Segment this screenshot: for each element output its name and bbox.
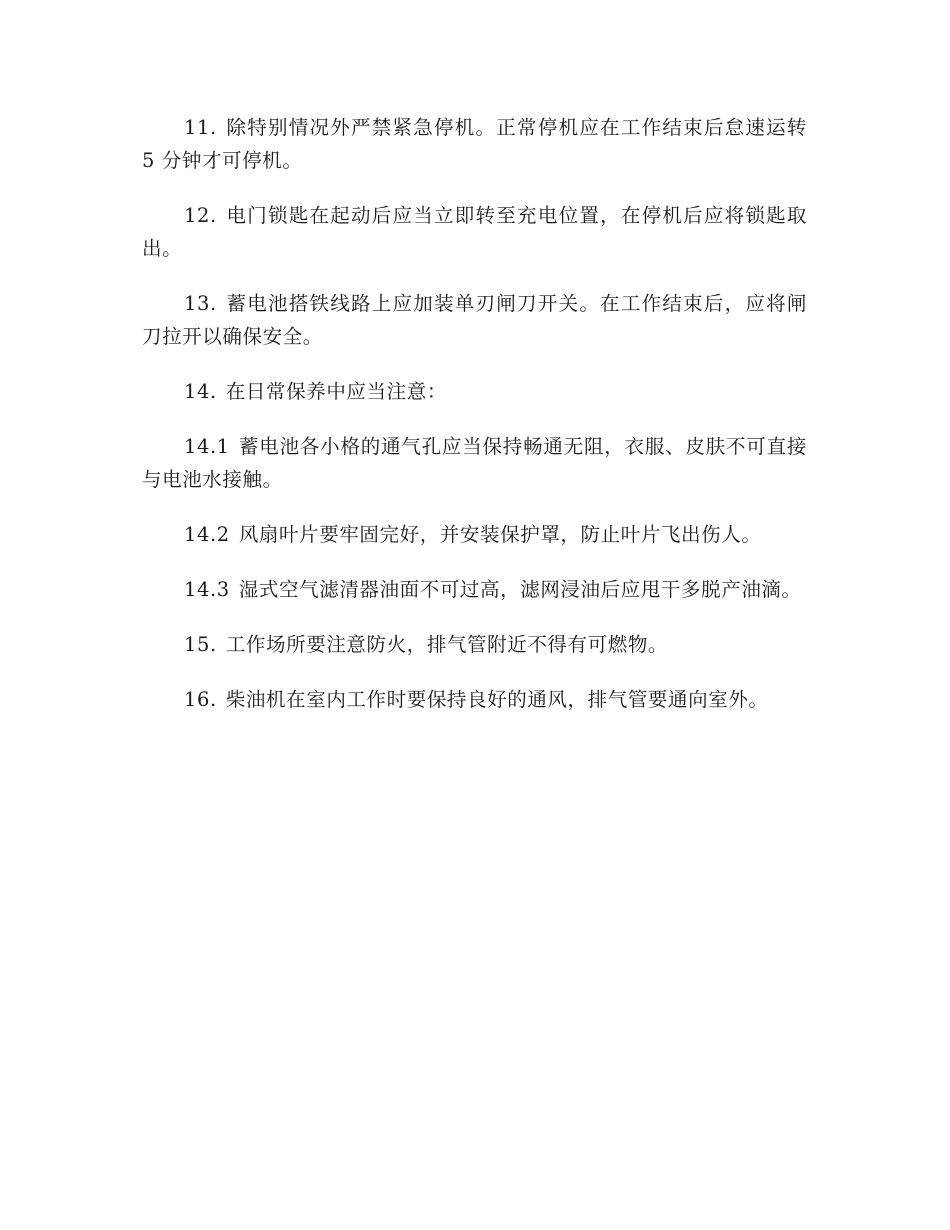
paragraph-text: 除特别情况外严禁紧急停机。正常停机应在工作结束后怠速运转 5 分钟才可停机。 [142,116,807,172]
paragraph-number: 13. [184,292,217,315]
paragraph-14 [142,375,807,408]
paragraph-13 [142,287,807,353]
paragraph-number: 14.1 [184,435,230,458]
paragraph-number: 11. [184,116,217,139]
paragraph-text: 蓄电池搭铁线路上应加装单刃闸刀开关。在工作结束后，应将闸刀拉开以确保安全。 [142,292,807,348]
paragraph-text: 柴油机在室内工作时要保持良好的通风，排气管要通向室外。 [225,688,769,711]
paragraph-number: 14.2 [184,523,230,546]
paragraph-text: 湿式空气滤清器油面不可过高，滤网浸油后应甩干多脱产油滴。 [238,578,802,601]
paragraph-text: 电门锁匙在起动后应当立即转至充电位置，在停机后应将锁匙取出。 [142,204,807,260]
paragraph-16 [142,683,807,716]
paragraph-number: 14. [184,380,217,403]
paragraph-text: 在日常保养中应当注意： [225,380,447,403]
paragraph-text: 蓄电池各小格的通气孔应当保持畅通无阻，衣服、皮肤不可直接与电池水接触。 [142,435,807,491]
paragraph-12 [142,199,807,265]
paragraph-14-1 [142,430,807,496]
document-body [142,111,807,738]
paragraph-number: 12. [184,204,217,227]
paragraph-text: 工作场所要注意防火，排气管附近不得有可燃物。 [225,633,669,656]
paragraph-number: 14.3 [184,578,230,601]
paragraph-number: 15. [184,633,217,656]
paragraph-number: 16. [184,688,217,711]
paragraph-text: 风扇叶片要牢固完好，并安装保护罩，防止叶片飞出伤人。 [238,523,762,546]
paragraph-15 [142,628,807,661]
paragraph-14-3 [142,573,807,606]
paragraph-11 [142,111,807,177]
paragraph-14-2 [142,518,807,551]
